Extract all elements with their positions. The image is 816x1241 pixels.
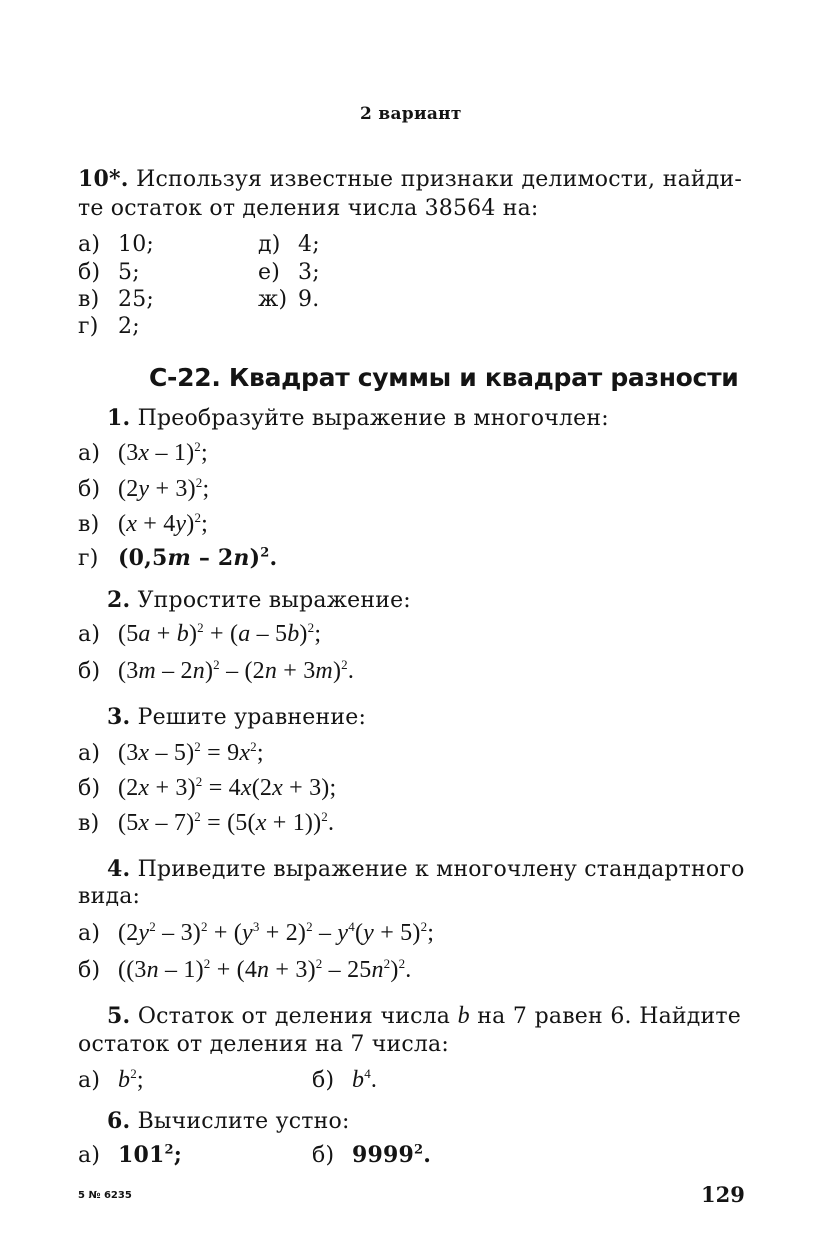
imprint-code: 5 № 6235 <box>78 1190 132 1201</box>
task5-item-a: а) $b^2$; <box>78 1066 144 1093</box>
task2-prompt: 2. Упростите выражение: <box>107 587 411 613</box>
task3-item-b: б) $(2x + 3)^2 = 4x(2x + 3)$; <box>78 774 337 801</box>
task10-line1 <box>78 166 742 192</box>
task10-option-e: е) 3; <box>258 260 320 285</box>
task3-item-a: а) $(3x - 5)^2 = 9x^2$; <box>78 739 264 766</box>
task2-item-a: а) $(5a + b)^2 + (a - 5b)^2$; <box>78 620 322 647</box>
task4-line1: 4. Приведите выражение к многочлену стандартного <box>107 856 745 882</box>
task1-item-g: г) (0,5m – 2n)$^2$. <box>78 545 278 571</box>
task5-line1: 5. Остаток от деления числа b на 7 равен 6. Найдите <box>107 1003 741 1029</box>
task3-item-v: в) $(5x - 7)^2 = (5(x + 1))^2$. <box>78 809 335 836</box>
task1-item-b: б) $(2y + 3)^2$; <box>78 475 210 502</box>
task1-item-a: а) (3x – 1)$^2$; <box>78 439 208 466</box>
variant-heading: 2 вариант <box>360 104 462 124</box>
task4-item-b: б) $((3n - 1)^2 + (4n + 3)^2 - 25n^2)^2$. <box>78 956 412 983</box>
task10-text-line2: те остаток от деления числа 38564 на: <box>78 196 539 221</box>
task10-option-b: б) 5; <box>78 260 140 285</box>
task5-var-b: b <box>457 1003 470 1029</box>
task10-option-a: а) 10; <box>78 232 155 257</box>
task10-text-line1: Используя известные признаки делимости, найди- <box>128 167 742 192</box>
task6-item-a: а) $101^2$; <box>78 1142 183 1168</box>
section-title: С-22. Квадрат суммы и квадрат разности <box>149 363 739 392</box>
task2-item-b: б) $(3m - 2n)^2 - (2n + 3m)^2$. <box>78 657 355 684</box>
task10-option-zh: ж) 9. <box>258 287 320 312</box>
page-number: 129 <box>701 1182 745 1207</box>
task4-text-line2: вида: <box>78 884 141 909</box>
task4-item-a: а) $(2y^2 - 3)^2 + (y^3 + 2)^2 - y^4(y + 5)^2$; <box>78 919 435 946</box>
task6-item-b: б) 9999$^2$. <box>312 1142 432 1168</box>
task1-item-v: в) $(x + 4y)^2$; <box>78 510 209 537</box>
task3-prompt: 3. Решите уравнение: <box>107 704 367 730</box>
task10-option-d: д) 4; <box>258 232 320 257</box>
task5-item-b: б) $b^4$. <box>312 1066 378 1093</box>
task1-prompt: 1. Преобразуйте выражение в многочлен: <box>107 405 609 431</box>
task10-number: 10*. <box>78 166 129 192</box>
task10-option-g: г) 2; <box>78 314 140 339</box>
task10-option-v: в) 25; <box>78 287 155 312</box>
task6-prompt: 6. Вычислите устно: <box>107 1108 350 1134</box>
task5-text-line2: остаток от деления на 7 числа: <box>78 1032 449 1057</box>
